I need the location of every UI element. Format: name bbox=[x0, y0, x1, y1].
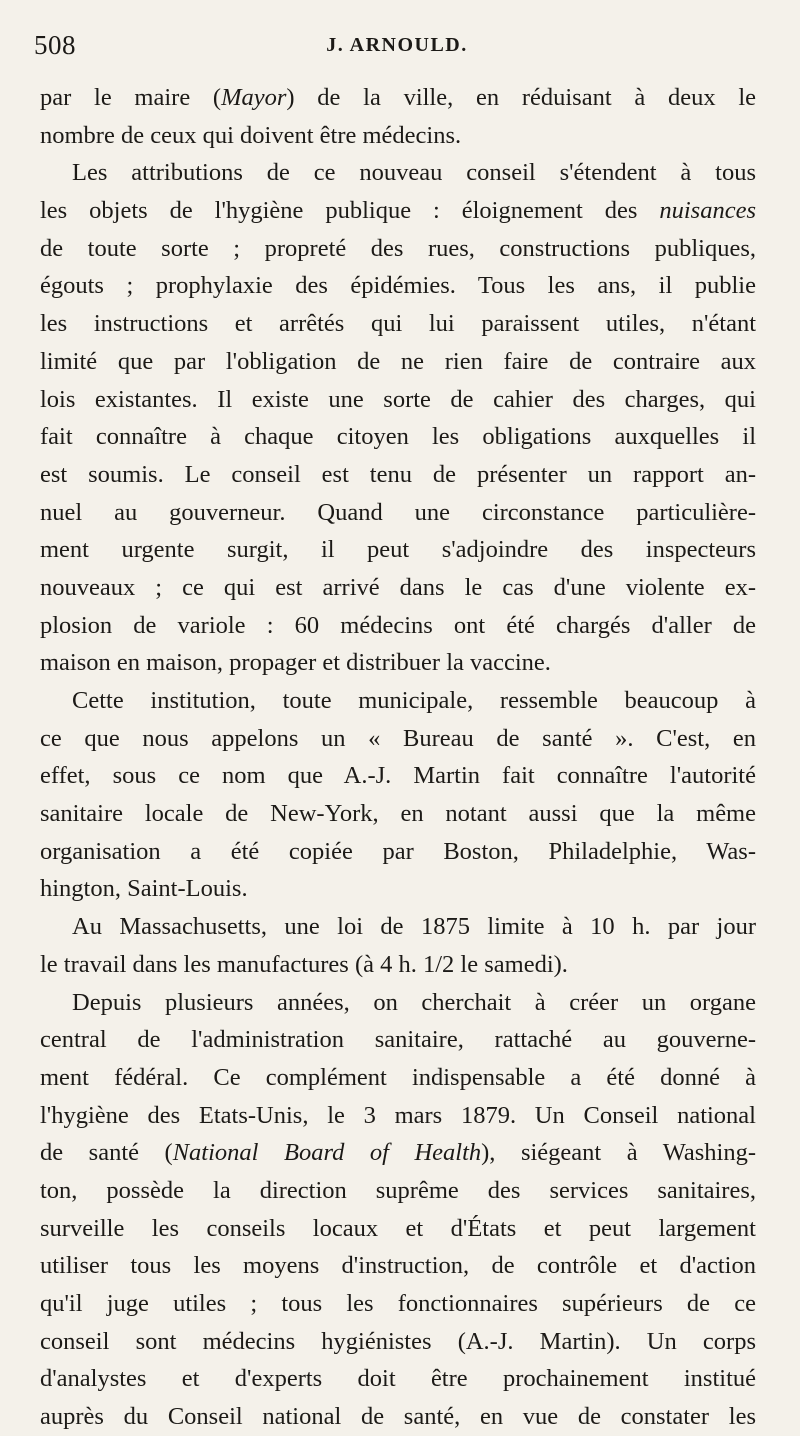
text-line: ton, possède la direction suprême des services sanitaires, bbox=[40, 1176, 756, 1204]
text-line: Depuis plusieurs années, on cherchait à créer un organe bbox=[72, 988, 756, 1016]
text-line: Les attributions de ce nouveau conseil s'étendent à tous bbox=[72, 159, 756, 187]
text-line: les objets de l'hygiène publique : éloignement des nuisances bbox=[40, 197, 756, 225]
text-line: surveille les conseils locaux et d'États et peut largement bbox=[40, 1214, 756, 1242]
text-line: auprès du Conseil national de santé, en vue de constater les bbox=[40, 1403, 756, 1431]
text-line: Cette institution, toute municipale, ressemble beaucoup à bbox=[72, 687, 756, 714]
text-line: plosion de variole : 60 médecins ont été chargés d'aller de bbox=[40, 611, 756, 639]
text-line: fait connaître à chaque citoyen les obligations auxquelles il bbox=[40, 423, 756, 451]
text-line: nouveaux ; ce qui est arrivé dans le cas d'une violente ex- bbox=[40, 573, 756, 601]
text-line: effet, sous ce nom que A.-J. Martin fait connaître l'autorité bbox=[40, 762, 756, 790]
text-line: sanitaire locale de New-York, en notant aussi que la même bbox=[40, 800, 756, 828]
text-line: utiliser tous les moyens d'instruction, de contrôle et d'action bbox=[40, 1252, 756, 1280]
page-header bbox=[34, 30, 760, 66]
text-line: conseil sont médecins hygiénistes (A.-J. Martin). Un corps bbox=[40, 1327, 756, 1355]
text-line: maison en maison, propager et distribuer la vaccine. bbox=[40, 649, 551, 677]
text-line: l'hygiène des Etats-Unis, le 3 mars 1879. Un Conseil national bbox=[40, 1101, 756, 1129]
text-line: ment fédéral. Ce complément indispensable a été donné à bbox=[40, 1063, 756, 1091]
text-line: égouts ; prophylaxie des épidémies. Tous les ans, il publie bbox=[40, 272, 756, 300]
text-line: qu'il juge utiles ; tous les fonctionnaires supérieurs de ce bbox=[40, 1290, 756, 1317]
text-line: ce que nous appelons un « Bureau de santé ». C'est, en bbox=[40, 724, 756, 752]
text-line: de santé (National Board of Health), siégeant à Washing- bbox=[40, 1139, 756, 1167]
text-line: lois existantes. Il existe une sorte de cahier des charges, qui bbox=[40, 385, 756, 413]
text-line: par le maire (Mayor) de la ville, en réduisant à deux le bbox=[40, 84, 756, 111]
text-line: limité que par l'obligation de ne rien faire de contraire aux bbox=[40, 347, 756, 375]
text-line: central de l'administration sanitaire, rattaché au gouverne- bbox=[40, 1026, 756, 1054]
text-line: de toute sorte ; propreté des rues, constructions publiques, bbox=[40, 234, 756, 262]
body-text bbox=[40, 79, 756, 1436]
running-head: J. ARNOULD. bbox=[326, 34, 468, 56]
text-line: le travail dans les manufactures (à 4 h. 1/2 le samedi). bbox=[40, 950, 568, 978]
text-line: hington, Saint-Louis. bbox=[40, 875, 248, 903]
page-number: 508 bbox=[34, 30, 76, 60]
text-line: est soumis. Le conseil est tenu de présenter un rapport an- bbox=[40, 460, 756, 488]
text-line: organisation a été copiée par Boston, Philadelphie, Was- bbox=[40, 837, 756, 865]
text-line: ment urgente surgit, il peut s'adjoindre des inspecteurs bbox=[40, 536, 756, 564]
text-line: Au Massachusetts, une loi de 1875 limite à 10 h. par jour bbox=[72, 913, 756, 941]
text-line: nuel au gouverneur. Quand une circonstance particulière- bbox=[40, 498, 756, 526]
text-line: d'analystes et d'experts doit être prochainement institué bbox=[40, 1365, 756, 1393]
text-line: nombre de ceux qui doivent être médecins. bbox=[40, 121, 462, 149]
text-line: les instructions et arrêtés qui lui paraissent utiles, n'étant bbox=[40, 310, 756, 338]
